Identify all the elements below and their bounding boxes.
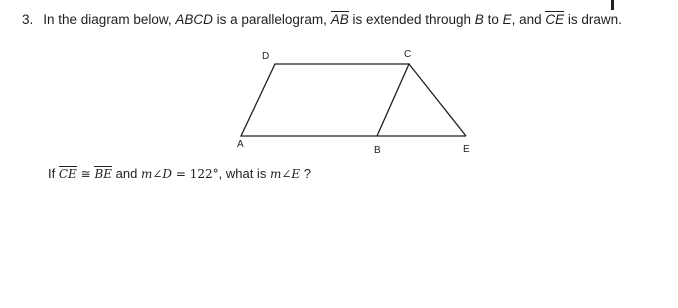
segment-be-q: BE (94, 167, 113, 181)
segment-ce-line (409, 64, 466, 136)
segment-ce: CE (545, 12, 565, 27)
vertex-label-d: D (262, 51, 270, 62)
segment-ce-q: CE (58, 167, 77, 181)
parallelogram-name: ABCD (175, 12, 213, 27)
vertex-label-e: E (463, 144, 470, 155)
measure-angle-e: m∠E (269, 167, 301, 181)
problem-statement: 3. In the diagram below, ABCD is a parallelogram, AB is extended through B to E, and CE is drawn. (22, 12, 622, 27)
congruent-symbol: ≅ (76, 167, 95, 181)
question-text: If CE ≅ BE and m∠D = 122°, what is m∠E ? (48, 166, 311, 181)
angle-d-value: 122° (189, 167, 219, 181)
vertex-label-b: B (374, 145, 381, 156)
measure-angle-d: m∠D (140, 167, 173, 181)
segment-ab: AB (330, 12, 349, 27)
problem-number: 3. (22, 12, 34, 27)
vertex-label-a: A (237, 139, 244, 150)
vertex-label-c: C (404, 49, 412, 60)
parallelogram-abcd (241, 64, 409, 136)
